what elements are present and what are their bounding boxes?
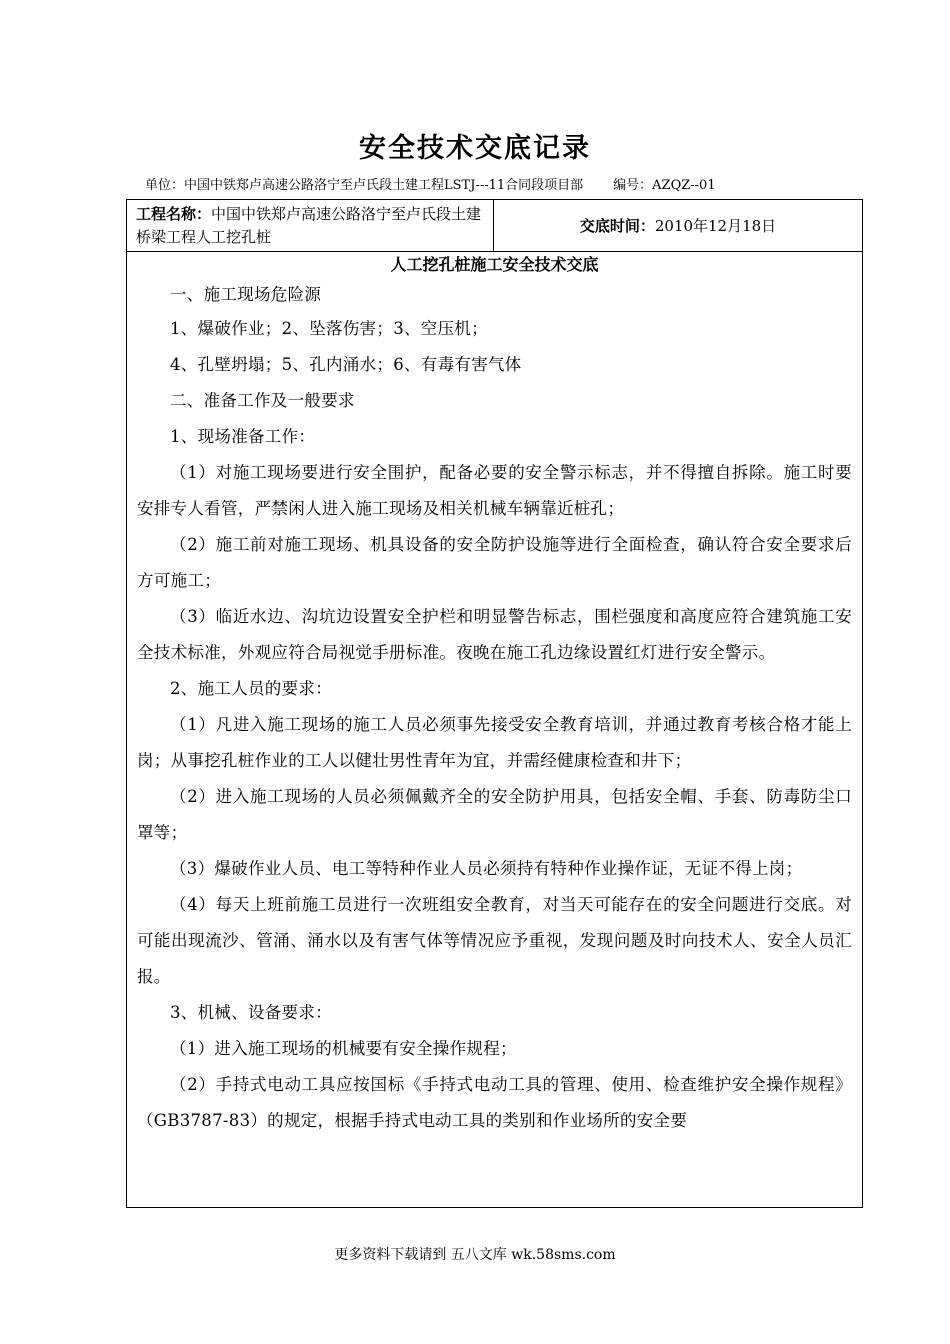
paragraph: （4）每天上班前施工员进行一次班组安全教育，对当天可能存在的安全问题进行交底。对可能出现流沙、管涌、涌水以及有害气体等情况应予重视，发现问题及时向技术人、安全人员汇报。 xyxy=(137,895,852,986)
footer-text: 更多资料下载请到 五八文库 wk.58sms.com xyxy=(334,1247,616,1263)
time-cell xyxy=(494,200,862,251)
time-value: 2010年12月18日 xyxy=(654,217,777,235)
document-title: 安全技术交底记录 xyxy=(359,133,591,164)
project-value: 中国中铁郑卢高速公路洛宁至卢氏段土建桥梁工程人工挖孔桩 xyxy=(136,205,482,246)
document-code: 编号：AZQZ--01 xyxy=(613,178,716,193)
paragraph: （2）手持式电动工具应按国标《手持式电动工具的管理、使用、检查维护安全操作规程》（GB3787-83）的规定，根据手持式电动工具的类别和作业场所的安全要 xyxy=(137,1075,852,1130)
time-label: 交底时间： xyxy=(579,217,655,235)
paragraph: （3）临近水边、沟坑边设置安全护栏和明显警告标志，围栏强度和高度应符合建筑施工安全技术标准，外观应符合局视觉手册标准。夜晚在施工孔边缘设置红灯进行安全警示。 xyxy=(137,607,852,662)
header-row xyxy=(127,200,862,252)
project-label: 工程名称： xyxy=(136,205,212,223)
project-cell xyxy=(127,200,494,251)
paragraph: 1、爆破作业；2、坠落伤害；3、空压机； xyxy=(170,319,488,338)
paragraph: （1）凡进入施工现场的施工人员必须事先接受安全教育培训，并通过教育考核合格才能上岗；从事挖孔桩作业的工人以健壮男性青年为宜，并需经健康检查和井下； xyxy=(137,715,852,770)
paragraph: （2）施工前对施工现场、机具设备的安全防护设施等进行全面检查，确认符合安全要求后方可施工； xyxy=(137,535,852,590)
paragraph: （1）对施工现场要进行安全围护，配备必要的安全警示标志，并不得擅自拆除。施工时要安排专人看管，严禁闲人进入施工现场及相关机械车辆靠近桩孔； xyxy=(137,463,852,518)
paragraph: （1）进入施工现场的机械要有安全操作规程； xyxy=(170,1039,517,1058)
paragraph: （2）进入施工现场的人员必须佩戴齐全的安全防护用具，包括安全帽、手套、防毒防尘口罩等； xyxy=(137,787,852,842)
paragraph: 1、现场准备工作： xyxy=(170,427,316,446)
paragraph: 4、孔壁坍塌；5、孔内涌水；6、有毒有害气体 xyxy=(170,355,522,374)
section-subtitle: 人工挖孔桩施工安全技术交底 xyxy=(390,255,599,274)
content-cell xyxy=(127,252,862,1139)
paragraph: 2、施工人员的要求： xyxy=(170,679,332,698)
paragraph: （3）爆破作业人员、电工等特种作业人员必须持有特种作业操作证，无证不得上岗； xyxy=(170,859,803,878)
paragraph: 一、施工现场危险源 xyxy=(170,285,322,304)
paragraph: 二、准备工作及一般要求 xyxy=(170,391,355,410)
document-meta xyxy=(145,177,845,195)
unit-text: 单位：中国中铁郑卢高速公路洛宁至卢氏段土建工程LSTJ---11合同段项目部 xyxy=(145,178,584,193)
record-table xyxy=(126,199,863,1208)
paragraph: 3、机械、设备要求： xyxy=(170,1003,332,1022)
